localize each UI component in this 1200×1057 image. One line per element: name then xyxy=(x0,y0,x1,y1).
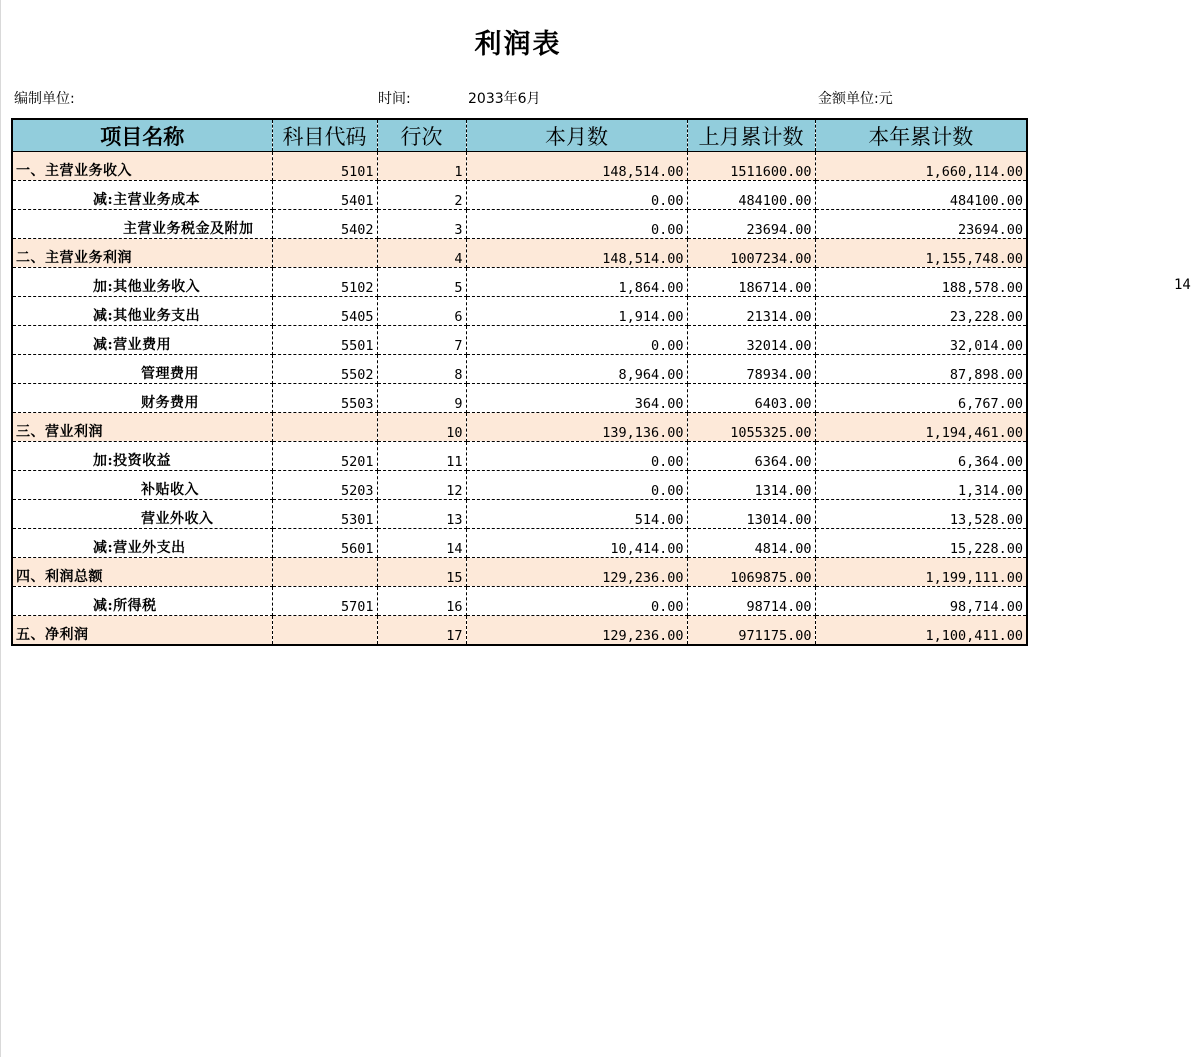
year-cumulative-cell[interactable]: 13,528.00 xyxy=(815,500,1027,529)
last-month-cumulative-cell[interactable]: 32014.00 xyxy=(687,326,815,355)
item-name-cell[interactable]: 补贴收入 xyxy=(12,471,272,500)
row-number-cell[interactable]: 2 xyxy=(377,181,466,210)
table-row xyxy=(12,500,1027,529)
stray-cell-value[interactable]: 14 xyxy=(1174,277,1191,293)
header-row xyxy=(12,119,1027,152)
row-number-cell[interactable]: 8 xyxy=(377,355,466,384)
this-month-cell[interactable]: 139,136.00 xyxy=(466,413,687,442)
row-number-cell[interactable]: 11 xyxy=(377,442,466,471)
this-month-cell[interactable]: 1,914.00 xyxy=(466,297,687,326)
year-cumulative-cell[interactable]: 6,364.00 xyxy=(815,442,1027,471)
row-number-cell[interactable]: 12 xyxy=(377,471,466,500)
last-month-cumulative-cell[interactable]: 484100.00 xyxy=(687,181,815,210)
header-this-month[interactable]: 本月数 xyxy=(466,119,687,152)
table-row xyxy=(12,616,1027,646)
page-edge xyxy=(0,0,1,1057)
time-label: 时间: xyxy=(378,91,411,107)
row-number-cell[interactable]: 3 xyxy=(377,210,466,239)
table-row xyxy=(12,558,1027,587)
this-month-cell[interactable]: 8,964.00 xyxy=(466,355,687,384)
item-name-cell[interactable]: 管理费用 xyxy=(12,355,272,384)
table-row xyxy=(12,587,1027,616)
row-number-cell[interactable]: 16 xyxy=(377,587,466,616)
row-number-cell[interactable]: 9 xyxy=(377,384,466,413)
account-code-cell[interactable]: 5503 xyxy=(272,384,377,413)
row-number-cell[interactable]: 15 xyxy=(377,558,466,587)
item-name-cell[interactable]: 加:其他业务收入 xyxy=(12,268,272,297)
last-month-cumulative-cell[interactable]: 98714.00 xyxy=(687,587,815,616)
currency-unit-label: 金额单位:元 xyxy=(818,91,893,107)
account-code-cell[interactable] xyxy=(272,616,377,646)
account-code-cell[interactable]: 5402 xyxy=(272,210,377,239)
this-month-cell[interactable]: 0.00 xyxy=(466,587,687,616)
account-code-cell[interactable]: 5405 xyxy=(272,297,377,326)
year-cumulative-cell[interactable]: 87,898.00 xyxy=(815,355,1027,384)
last-month-cumulative-cell[interactable]: 6403.00 xyxy=(687,384,815,413)
account-code-cell[interactable]: 5101 xyxy=(272,152,377,181)
account-code-cell[interactable] xyxy=(272,413,377,442)
this-month-cell[interactable]: 0.00 xyxy=(466,210,687,239)
year-cumulative-cell[interactable]: 23694.00 xyxy=(815,210,1027,239)
row-number-cell[interactable]: 14 xyxy=(377,529,466,558)
item-name-cell[interactable]: 减:营业外支出 xyxy=(12,529,272,558)
row-number-cell[interactable]: 17 xyxy=(377,616,466,646)
table-row xyxy=(12,529,1027,558)
table-row xyxy=(12,413,1027,442)
year-cumulative-cell[interactable]: 32,014.00 xyxy=(815,326,1027,355)
last-month-cumulative-cell[interactable]: 78934.00 xyxy=(687,355,815,384)
table-row xyxy=(12,326,1027,355)
last-month-cumulative-cell[interactable]: 21314.00 xyxy=(687,297,815,326)
this-month-cell[interactable]: 0.00 xyxy=(466,442,687,471)
account-code-cell[interactable] xyxy=(272,558,377,587)
table-row xyxy=(12,181,1027,210)
last-month-cumulative-cell[interactable]: 1314.00 xyxy=(687,471,815,500)
item-name-cell[interactable]: 减:所得税 xyxy=(12,587,272,616)
year-cumulative-cell[interactable]: 1,155,748.00 xyxy=(815,239,1027,268)
page-title: 利润表 xyxy=(474,29,562,60)
item-name-cell[interactable]: 减:其他业务支出 xyxy=(12,297,272,326)
table-row xyxy=(12,210,1027,239)
table-row xyxy=(12,239,1027,268)
row-number-cell[interactable]: 6 xyxy=(377,297,466,326)
table-row xyxy=(12,384,1027,413)
last-month-cumulative-cell[interactable]: 4814.00 xyxy=(687,529,815,558)
account-code-cell[interactable]: 5203 xyxy=(272,471,377,500)
this-month-cell[interactable]: 129,236.00 xyxy=(466,558,687,587)
this-month-cell[interactable]: 514.00 xyxy=(466,500,687,529)
year-cumulative-cell[interactable]: 6,767.00 xyxy=(815,384,1027,413)
row-number-cell[interactable]: 10 xyxy=(377,413,466,442)
this-month-cell[interactable]: 1,864.00 xyxy=(466,268,687,297)
last-month-cumulative-cell[interactable]: 1511600.00 xyxy=(687,152,815,181)
account-code-cell[interactable] xyxy=(272,239,377,268)
row-number-cell[interactable]: 7 xyxy=(377,326,466,355)
last-month-cumulative-cell[interactable]: 1055325.00 xyxy=(687,413,815,442)
year-cumulative-cell[interactable]: 1,660,114.00 xyxy=(815,152,1027,181)
this-month-cell[interactable]: 0.00 xyxy=(466,471,687,500)
account-code-cell[interactable]: 5102 xyxy=(272,268,377,297)
time-value: 2033年6月 xyxy=(468,91,541,107)
row-number-cell[interactable]: 4 xyxy=(377,239,466,268)
table-row xyxy=(12,152,1027,181)
last-month-cumulative-cell[interactable]: 971175.00 xyxy=(687,616,815,646)
last-month-cumulative-cell[interactable]: 1069875.00 xyxy=(687,558,815,587)
year-cumulative-cell[interactable]: 98,714.00 xyxy=(815,587,1027,616)
table-row xyxy=(12,442,1027,471)
item-name-cell[interactable]: 主营业务税金及附加 xyxy=(12,210,272,239)
item-name-cell[interactable]: 五、净利润 xyxy=(12,616,272,646)
item-name-cell[interactable]: 一、主营业务收入 xyxy=(12,152,272,181)
last-month-cumulative-cell[interactable]: 6364.00 xyxy=(687,442,815,471)
item-name-cell[interactable]: 三、营业利润 xyxy=(12,413,272,442)
this-month-cell[interactable]: 10,414.00 xyxy=(466,529,687,558)
header-row-number[interactable]: 行次 xyxy=(377,119,466,152)
income-statement-table xyxy=(11,118,1028,646)
item-name-cell[interactable]: 财务费用 xyxy=(12,384,272,413)
item-name-cell[interactable]: 二、主营业务利润 xyxy=(12,239,272,268)
table-row xyxy=(12,297,1027,326)
this-month-cell[interactable]: 0.00 xyxy=(466,181,687,210)
last-month-cumulative-cell[interactable]: 13014.00 xyxy=(687,500,815,529)
header-item-name[interactable]: 项目名称 xyxy=(12,119,272,152)
account-code-cell[interactable]: 5401 xyxy=(272,181,377,210)
this-month-cell[interactable]: 148,514.00 xyxy=(466,152,687,181)
preparer-unit-label: 编制单位: xyxy=(14,91,75,107)
account-code-cell[interactable]: 5501 xyxy=(272,326,377,355)
last-month-cumulative-cell[interactable]: 23694.00 xyxy=(687,210,815,239)
table-row xyxy=(12,268,1027,297)
year-cumulative-cell[interactable]: 1,314.00 xyxy=(815,471,1027,500)
item-name-cell[interactable]: 加:投资收益 xyxy=(12,442,272,471)
last-month-cumulative-cell[interactable]: 1007234.00 xyxy=(687,239,815,268)
this-month-cell[interactable]: 0.00 xyxy=(466,326,687,355)
this-month-cell[interactable]: 129,236.00 xyxy=(466,616,687,646)
year-cumulative-cell[interactable]: 484100.00 xyxy=(815,181,1027,210)
last-month-cumulative-cell[interactable]: 186714.00 xyxy=(687,268,815,297)
row-number-cell[interactable]: 1 xyxy=(377,152,466,181)
account-code-cell[interactable]: 5601 xyxy=(272,529,377,558)
this-month-cell[interactable]: 148,514.00 xyxy=(466,239,687,268)
year-cumulative-cell[interactable]: 1,199,111.00 xyxy=(815,558,1027,587)
year-cumulative-cell[interactable]: 188,578.00 xyxy=(815,268,1027,297)
row-number-cell[interactable]: 5 xyxy=(377,268,466,297)
row-number-cell[interactable]: 13 xyxy=(377,500,466,529)
item-name-cell[interactable]: 减:营业费用 xyxy=(12,326,272,355)
year-cumulative-cell[interactable]: 15,228.00 xyxy=(815,529,1027,558)
header-year-cumulative[interactable]: 本年累计数 xyxy=(815,119,1027,152)
account-code-cell[interactable]: 5201 xyxy=(272,442,377,471)
year-cumulative-cell[interactable]: 1,100,411.00 xyxy=(815,616,1027,646)
account-code-cell[interactable]: 5301 xyxy=(272,500,377,529)
table-row xyxy=(12,471,1027,500)
header-account-code[interactable]: 科目代码 xyxy=(272,119,377,152)
account-code-cell[interactable]: 5701 xyxy=(272,587,377,616)
header-last-month-cumulative[interactable]: 上月累计数 xyxy=(687,119,815,152)
table-row xyxy=(12,355,1027,384)
item-name-cell[interactable]: 营业外收入 xyxy=(12,500,272,529)
this-month-cell[interactable]: 364.00 xyxy=(466,384,687,413)
account-code-cell[interactable]: 5502 xyxy=(272,355,377,384)
item-name-cell[interactable]: 减:主营业务成本 xyxy=(12,181,272,210)
year-cumulative-cell[interactable]: 1,194,461.00 xyxy=(815,413,1027,442)
item-name-cell[interactable]: 四、利润总额 xyxy=(12,558,272,587)
year-cumulative-cell[interactable]: 23,228.00 xyxy=(815,297,1027,326)
